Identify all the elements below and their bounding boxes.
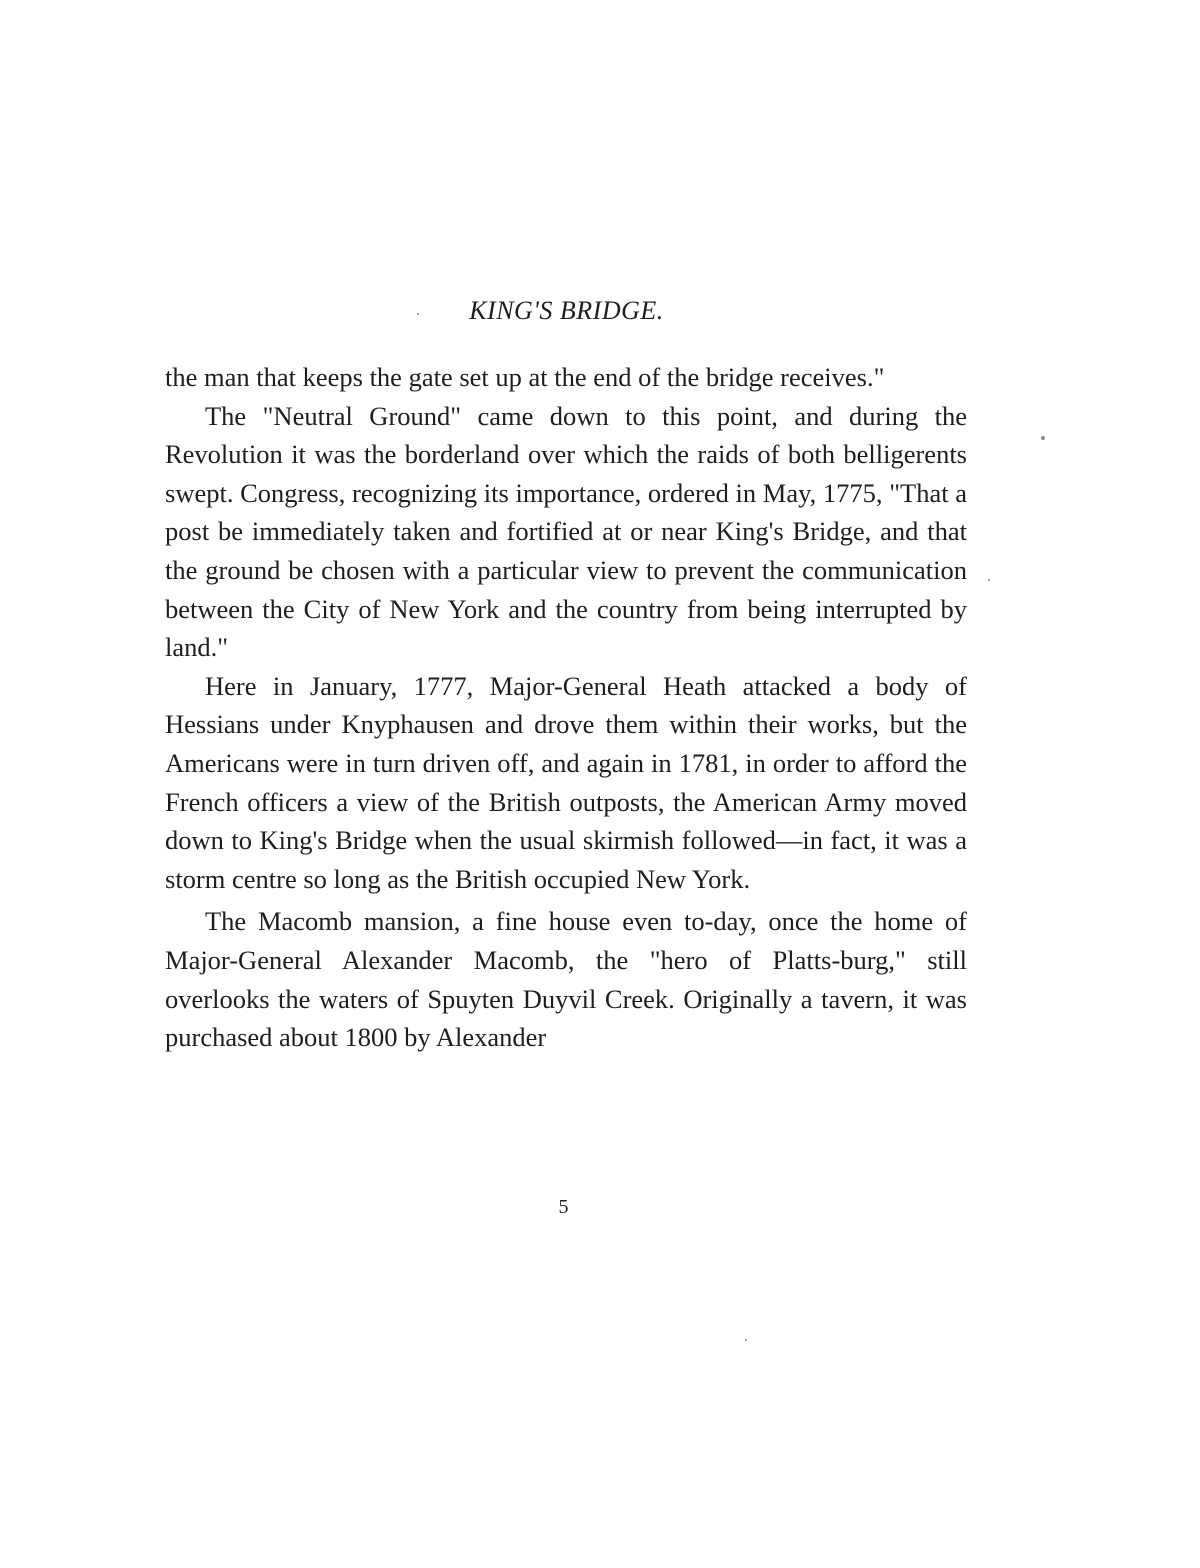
page-number: 5 — [558, 1196, 569, 1218]
running-head: KING'S BRIDGE. — [469, 296, 664, 325]
paragraph-heath-attack: Here in January, 1777, Major-General Heath attacked a body of Hessians under Knyphausen and drove them within their works, but the Americans were in turn driven off, and again in 1781, in order to afford the French officers a view of the British outposts, the American Army moved down to King's Bridge when the usual skirmish followed—in fact, it was a storm centre so long as the British occupied New York. — [165, 670, 967, 894]
scan-speck — [1041, 436, 1045, 440]
scan-speck — [745, 1339, 747, 1341]
paragraph-macomb-mansion: The Macomb mansion, a fine house even to-day, once the home of Major-General Alexander Macomb, the "hero of Platts-burg," still overlooks the waters of Spuyten Duyvil Creek. Originally a tavern, it was purchased about 1800 by Alexander — [165, 906, 967, 1053]
scan-speck — [988, 579, 990, 581]
body-text — [165, 358, 967, 1057]
paragraph-neutral-ground: The "Neutral Ground" came down to this point, and during the Revolution it was the borderland over which the raids of both belligerents swept. Congress, recognizing its importance, ordered in May, 1775, "That a post be immediately taken and fortified at or near King's Bridge, and that the ground be chosen with a particular view to prevent the communication between the City of New York and the country from being interrupted by land." — [165, 400, 967, 663]
scan-speck — [417, 313, 419, 315]
paragraph-continuation: the man that keeps the gate set up at the end of the bridge receives." — [165, 362, 885, 392]
